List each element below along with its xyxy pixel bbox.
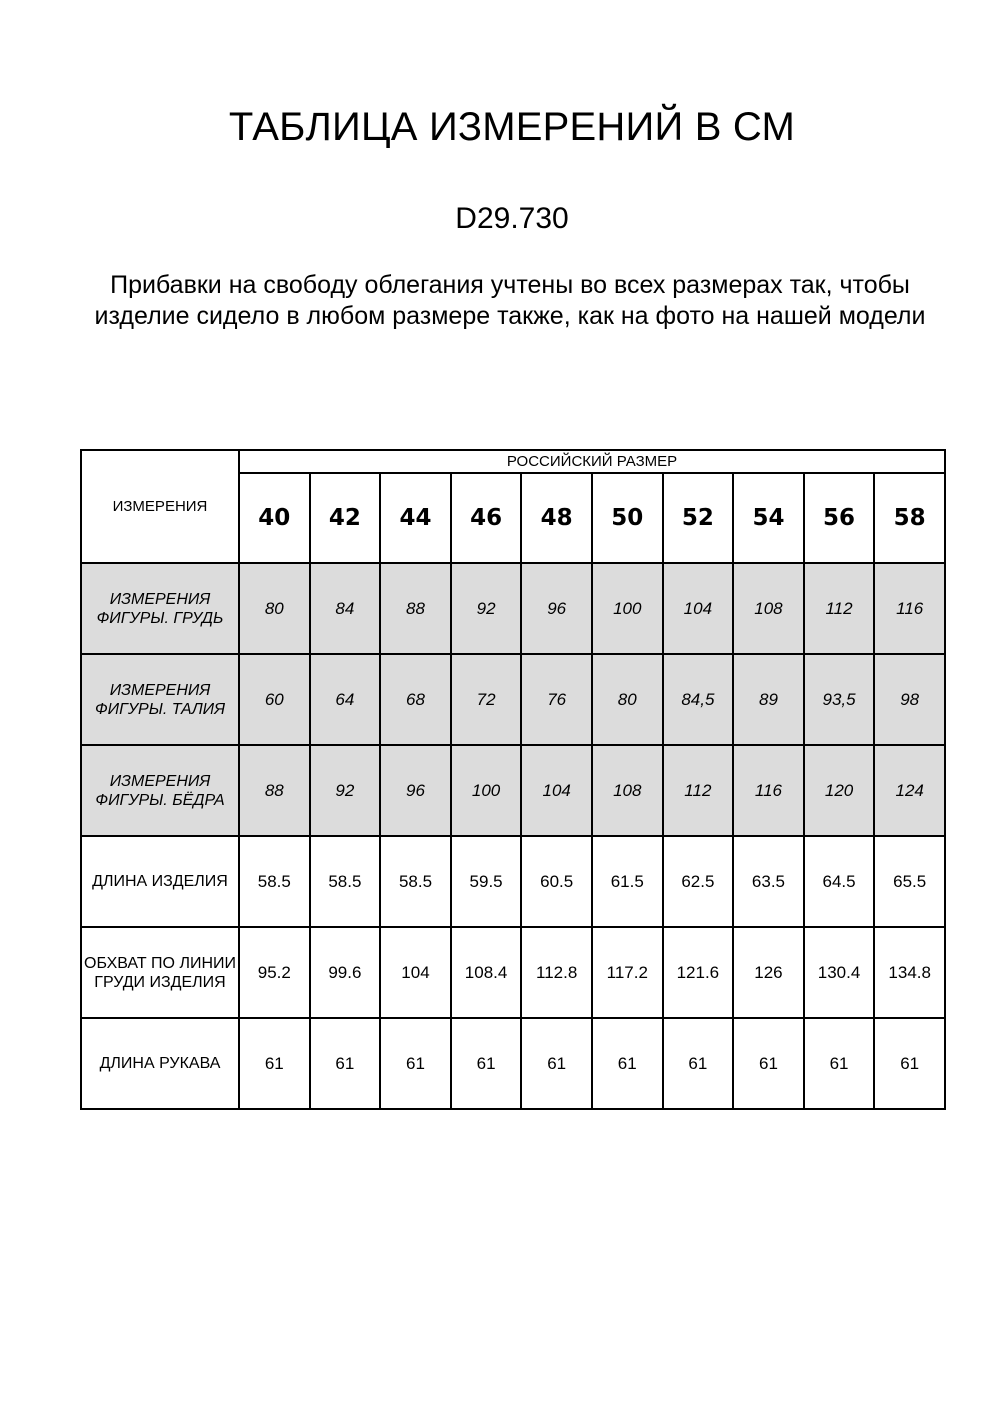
table-cell: 121.6 — [663, 927, 734, 1018]
table-row-hips — [81, 745, 945, 836]
table-cell: 116 — [733, 745, 804, 836]
table-cell: 104 — [663, 563, 734, 654]
row-label: ДЛИНА РУКАВА — [81, 1018, 239, 1109]
table-cell: 72 — [451, 654, 522, 745]
table-cell: 96 — [380, 745, 451, 836]
table-cell: 117.2 — [592, 927, 663, 1018]
fit-note: Прибавки на свободу облегания учтены во всех размерах так, чтобы изделие сидело в любом размере также, как на фото на нашей модели — [94, 271, 926, 330]
table-cell: 88 — [239, 745, 310, 836]
table-cell: 120 — [804, 745, 875, 836]
table-cell: 112 — [663, 745, 734, 836]
table-cell: 76 — [521, 654, 592, 745]
table-cell: 84 — [310, 563, 381, 654]
row-label: ДЛИНА ИЗДЕЛИЯ — [81, 836, 239, 927]
size-header-cell: 40 — [239, 473, 310, 563]
table-row-waist — [81, 654, 945, 745]
table-cell: 96 — [521, 563, 592, 654]
size-table — [80, 449, 946, 1110]
product-code: D29.730 — [455, 202, 569, 235]
table-cell: 61 — [521, 1018, 592, 1109]
size-header-cell: 46 — [451, 473, 522, 563]
size-header-cell: 48 — [521, 473, 592, 563]
table-cell: 99.6 — [310, 927, 381, 1018]
table-cell: 61 — [663, 1018, 734, 1109]
table-cell: 104 — [521, 745, 592, 836]
table-cell: 112.8 — [521, 927, 592, 1018]
corner-label: ИЗМЕРЕНИЯ — [81, 450, 239, 563]
table-cell: 126 — [733, 927, 804, 1018]
size-header-cell: 44 — [380, 473, 451, 563]
table-cell: 58.5 — [310, 836, 381, 927]
table-cell: 64 — [310, 654, 381, 745]
size-header-cell: 52 — [663, 473, 734, 563]
table-cell: 58.5 — [380, 836, 451, 927]
table-cell: 61 — [451, 1018, 522, 1109]
table-row-garment-length — [81, 836, 945, 927]
table-cell: 116 — [874, 563, 945, 654]
table-cell: 68 — [380, 654, 451, 745]
table-cell: 61 — [310, 1018, 381, 1109]
table-cell: 98 — [874, 654, 945, 745]
table-cell: 80 — [592, 654, 663, 745]
table-cell: 100 — [451, 745, 522, 836]
table-cell: 108 — [592, 745, 663, 836]
table-cell: 80 — [239, 563, 310, 654]
table-cell: 65.5 — [874, 836, 945, 927]
size-header-cell: 58 — [874, 473, 945, 563]
table-cell: 61 — [239, 1018, 310, 1109]
table-cell: 61 — [874, 1018, 945, 1109]
table-cell: 61 — [380, 1018, 451, 1109]
size-header-cell: 54 — [733, 473, 804, 563]
table-cell: 112 — [804, 563, 875, 654]
table-cell: 104 — [380, 927, 451, 1018]
table-cell: 59.5 — [451, 836, 522, 927]
table-cell: 61.5 — [592, 836, 663, 927]
table-cell: 62.5 — [663, 836, 734, 927]
table-cell: 63.5 — [733, 836, 804, 927]
size-group-label: РОССИЙСКИЙ РАЗМЕР — [239, 450, 945, 473]
table-cell: 61 — [733, 1018, 804, 1109]
table-cell: 100 — [592, 563, 663, 654]
table-cell: 84,5 — [663, 654, 734, 745]
table-cell: 60 — [239, 654, 310, 745]
table-cell: 134.8 — [874, 927, 945, 1018]
table-cell: 60.5 — [521, 836, 592, 927]
table-cell: 61 — [592, 1018, 663, 1109]
table-cell: 95.2 — [239, 927, 310, 1018]
size-header-cell: 50 — [592, 473, 663, 563]
table-cell: 88 — [380, 563, 451, 654]
table-row-sleeve-length — [81, 1018, 945, 1109]
table-cell: 92 — [451, 563, 522, 654]
row-label: ИЗМЕРЕНИЯ ФИГУРЫ. БЁДРА — [81, 745, 239, 836]
table-cell: 61 — [804, 1018, 875, 1109]
size-header-cell: 42 — [310, 473, 381, 563]
table-row-chest — [81, 563, 945, 654]
size-header-cell: 56 — [804, 473, 875, 563]
table-cell: 64.5 — [804, 836, 875, 927]
table-cell: 108.4 — [451, 927, 522, 1018]
table-cell: 89 — [733, 654, 804, 745]
row-label: ОБХВАТ ПО ЛИНИИ ГРУДИ ИЗДЕЛИЯ — [81, 927, 239, 1018]
table-cell: 92 — [310, 745, 381, 836]
page-title: ТАБЛИЦА ИЗМЕРЕНИЙ В СМ — [228, 105, 796, 149]
table-row-garment-chest — [81, 927, 945, 1018]
table-cell: 124 — [874, 745, 945, 836]
row-label: ИЗМЕРЕНИЯ ФИГУРЫ. ТАЛИЯ — [81, 654, 239, 745]
table-cell: 130.4 — [804, 927, 875, 1018]
table-cell: 108 — [733, 563, 804, 654]
table-cell: 58.5 — [239, 836, 310, 927]
row-label: ИЗМЕРЕНИЯ ФИГУРЫ. ГРУДЬ — [81, 563, 239, 654]
table-cell: 93,5 — [804, 654, 875, 745]
size-group-row — [81, 450, 945, 473]
